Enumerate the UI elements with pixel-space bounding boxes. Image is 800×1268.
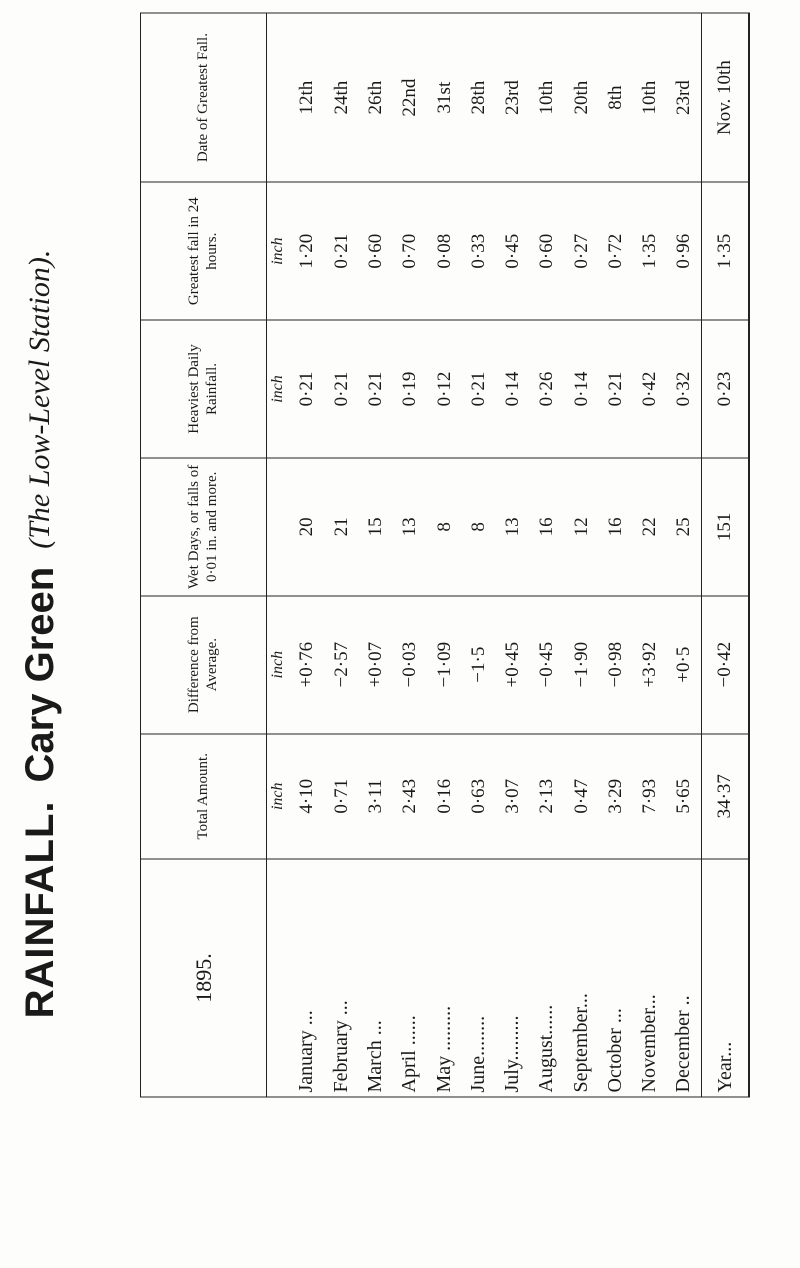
cell-days: 8 [427,458,461,596]
table-row [461,13,495,1097]
cell-total: 3·07 [495,734,529,859]
year-cell-date: Nov. 10th [702,13,749,182]
cell-date: 22nd [393,13,427,182]
cell-greatest: 0·60 [530,182,564,320]
cell-date: 12th [290,13,324,182]
table-row [393,13,427,1097]
year-header: 1895. [141,859,267,1097]
cell-diff: +3·92 [633,596,667,734]
cell-date: 8th [598,13,632,182]
year-cell-total: 34·37 [702,734,749,859]
cell-date: 23rd [667,13,702,182]
cell-diff: −1·09 [427,596,461,734]
rainfall-table-container [140,13,750,1098]
units-row [267,13,290,1097]
cell-month: February ... [324,859,358,1097]
units-cell [267,859,290,1097]
year-total-row [702,13,749,1097]
cell-total: 0·71 [324,734,358,859]
cell-greatest: 0·70 [393,182,427,320]
year-cell-heaviest: 0·23 [702,320,749,458]
cell-greatest: 1·35 [633,182,667,320]
cell-date: 31st [427,13,461,182]
cell-greatest: 0·33 [461,182,495,320]
cell-month: June........ [461,859,495,1097]
cell-month: May ......... [427,859,461,1097]
table-row [633,13,667,1097]
cell-total: 0·47 [564,734,598,859]
cell-month: August...... [530,859,564,1097]
cell-diff: −2·57 [324,596,358,734]
table-row [324,13,358,1097]
cell-greatest: 0·72 [598,182,632,320]
cell-days: 16 [530,458,564,596]
cell-date: 24th [324,13,358,182]
cell-date: 26th [358,13,392,182]
cell-total: 3·29 [598,734,632,859]
cell-date: 23rd [495,13,529,182]
cell-month: October ... [598,859,632,1097]
cell-heaviest: 0·32 [667,320,702,458]
cell-days: 21 [324,458,358,596]
cell-month: April ...... [393,859,427,1097]
cell-month: November... [633,859,667,1097]
page-heading [0,34,80,1234]
cell-diff: +0·45 [495,596,529,734]
cell-heaviest: 0·19 [393,320,427,458]
year-cell-days: 151 [702,458,749,596]
cell-date: 10th [530,13,564,182]
table-row [427,13,461,1097]
cell-greatest: 0·27 [564,182,598,320]
cell-greatest: 0·08 [427,182,461,320]
cell-days: 13 [495,458,529,596]
col-header-total: Total Amount. [141,734,267,859]
cell-month: March ... [358,859,392,1097]
table-row [598,13,632,1097]
year-cell-label: Year... [702,859,749,1097]
col-header-difference: Difference from Average. [141,596,267,734]
col-header-greatest: Greatest fall in 24 hours. [141,182,267,320]
cell-days: 25 [667,458,702,596]
cell-total: 0·63 [461,734,495,859]
table-row [667,13,702,1097]
rainfall-table [140,13,750,1098]
cell-greatest: 0·60 [358,182,392,320]
table-row [495,13,529,1097]
cell-greatest: 0·96 [667,182,702,320]
heading-main: RAINFALL. [17,800,62,1019]
cell-days: 22 [633,458,667,596]
cell-date: 20th [564,13,598,182]
cell-total: 2·43 [393,734,427,859]
cell-days: 8 [461,458,495,596]
cell-days: 16 [598,458,632,596]
cell-heaviest: 0·14 [495,320,529,458]
units-cell [267,13,290,182]
cell-total: 5·65 [667,734,702,859]
cell-days: 15 [358,458,392,596]
table-row [530,13,564,1097]
cell-greatest: 1·20 [290,182,324,320]
heading-place: Cary Green [17,566,62,783]
units-cell: inch [267,320,290,458]
cell-greatest: 0·45 [495,182,529,320]
cell-diff: −0·03 [393,596,427,734]
cell-heaviest: 0·26 [530,320,564,458]
year-cell-greatest: 1·35 [702,182,749,320]
col-header-date: Date of Greatest Fall. [141,13,267,182]
cell-heaviest: 0·12 [427,320,461,458]
units-cell: inch [267,182,290,320]
units-cell: inch [267,734,290,859]
cell-days: 13 [393,458,427,596]
cell-total: 4·10 [290,734,324,859]
cell-month: December .. [667,859,702,1097]
cell-heaviest: 0·21 [461,320,495,458]
cell-diff: −1·90 [564,596,598,734]
table-row [564,13,598,1097]
cell-total: 0·16 [427,734,461,859]
table-row [290,13,324,1097]
cell-diff: −0·98 [598,596,632,734]
col-header-heaviest: Heaviest Daily Rainfall. [141,320,267,458]
table-row [358,13,392,1097]
cell-heaviest: 0·21 [598,320,632,458]
heading-subtitle: (The Low-Level Station). [23,249,56,549]
cell-heaviest: 0·42 [633,320,667,458]
cell-diff: +0·07 [358,596,392,734]
cell-heaviest: 0·21 [324,320,358,458]
cell-days: 20 [290,458,324,596]
cell-greatest: 0·21 [324,182,358,320]
cell-diff: −0·45 [530,596,564,734]
units-cell [267,458,290,596]
cell-diff: −1·5 [461,596,495,734]
cell-heaviest: 0·21 [290,320,324,458]
cell-date: 10th [633,13,667,182]
cell-total: 3·11 [358,734,392,859]
cell-total: 2·13 [530,734,564,859]
cell-days: 12 [564,458,598,596]
cell-heaviest: 0·21 [358,320,392,458]
cell-month: September... [564,859,598,1097]
cell-diff: +0·5 [667,596,702,734]
cell-total: 7·93 [633,734,667,859]
year-cell-diff: −0·42 [702,596,749,734]
cell-date: 28th [461,13,495,182]
units-cell: inch [267,596,290,734]
header-row [141,13,267,1097]
cell-month: January ... [290,859,324,1097]
col-header-wet-days: Wet Days, or falls of 0·01 in. and more. [141,458,267,596]
cell-month: July......... [495,859,529,1097]
cell-heaviest: 0·14 [564,320,598,458]
cell-diff: +0·76 [290,596,324,734]
